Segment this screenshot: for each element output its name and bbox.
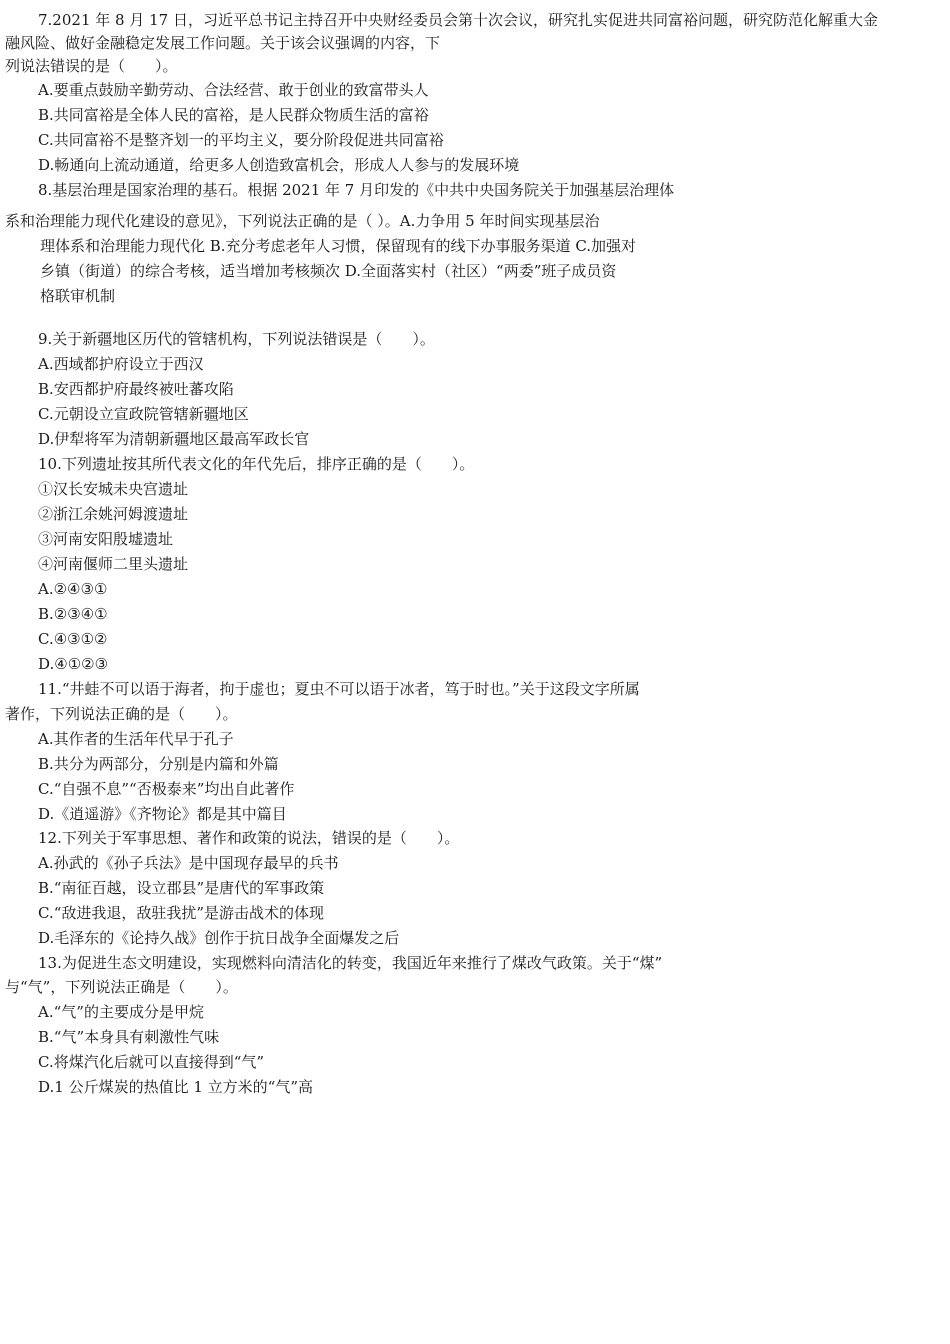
question-8-stem-line-5: 格联审机制 <box>40 287 116 305</box>
question-13-option-c: C.将煤汽化后就可以直接得到“气” <box>38 1053 265 1071</box>
question-9-option-b: B.安西都护府最终被吐蕃攻陷 <box>38 380 234 398</box>
question-9-option-a: A.西域都护府设立于西汉 <box>38 355 204 373</box>
question-10-item-1: ①汉长安城未央宫遗址 <box>38 480 189 498</box>
question-8-stem-line-3: 理体系和治理能力现代化 B.充分考虑老年人习惯，保留现有的线下办事服务渠道 C.加强对 <box>40 237 637 255</box>
question-11-stem-line-1: 11.“井蛙不可以语于海者，拘于虚也；夏虫不可以语于冰者，笃于时也。”关于这段文字所属 <box>38 680 640 698</box>
question-12-option-b: B.“南征百越，设立郡县”是唐代的军事政策 <box>38 879 325 897</box>
question-12-option-d: D.毛泽东的《论持久战》创作于抗日战争全面爆发之后 <box>38 929 400 947</box>
question-13-option-b: B.“气”本身具有刺激性气味 <box>38 1028 220 1046</box>
question-11-option-b: B.共分为两部分，分别是内篇和外篇 <box>38 755 279 773</box>
question-13-option-d: D.1 公斤煤炭的热值比 1 立方米的“气”高 <box>38 1078 313 1096</box>
question-7-option-c: C.共同富裕不是整齐划一的平均主义，要分阶段促进共同富裕 <box>38 131 444 149</box>
question-10-option-b: B.②③④① <box>38 605 108 623</box>
question-9-option-c: C.元朝设立宣政院管辖新疆地区 <box>38 405 249 423</box>
question-13-stem-line-1: 13.为促进生态文明建设，实现燃料向清洁化的转变，我国近年来推行了煤改气政策。关于“煤” <box>38 954 663 972</box>
question-8-stem-line-4: 乡镇（街道）的综合考核，适当增加考核频次 D.全面落实村（社区）“两委”班子成员资 <box>40 262 617 280</box>
question-9-stem: 9.关于新疆地区历代的管辖机构，下列说法错误是（ ）。 <box>38 330 435 348</box>
question-7-stem-line-1: 7.2021 年 8 月 17 日，习近平总书记主持召开中央财经委员会第十次会议，研究扎实促进共同富裕问题，研究防范化解重大金 <box>38 11 878 29</box>
question-9-option-d: D.伊犁将军为清朝新疆地区最高军政长官 <box>38 430 310 448</box>
question-7-option-a: A.要重点鼓励辛勤劳动、合法经营、敢于创业的致富带头人 <box>38 81 429 99</box>
question-11-stem-line-2: 著作，下列说法正确的是（ ）。 <box>5 705 238 723</box>
question-7-stem-line-2: 融风险、做好金融稳定发展工作问题。关于该会议强调的内容，下 <box>5 34 441 52</box>
question-7-stem-line-3: 列说法错误的是（ ）。 <box>5 57 178 75</box>
question-13-option-a: A.“气”的主要成分是甲烷 <box>38 1003 204 1021</box>
question-10-item-2: ②浙江余姚河姆渡遗址 <box>38 505 189 523</box>
question-10-option-c: C.④③①② <box>38 630 108 648</box>
question-12-option-a: A.孙武的《孙子兵法》是中国现存最早的兵书 <box>38 854 339 872</box>
question-10-item-3: ③河南安阳殷墟遗址 <box>38 530 174 548</box>
question-10-option-d: D.④①②③ <box>38 655 109 673</box>
question-12-option-c: C.“敌进我退，敌驻我扰”是游击战术的体现 <box>38 904 325 922</box>
question-10-item-4: ④河南偃师二里头遗址 <box>38 555 189 573</box>
question-11-option-d: D.《逍遥游》《齐物论》都是其中篇目 <box>38 805 287 823</box>
question-7-option-d: D.畅通向上流动通道，给更多人创造致富机会，形成人人参与的发展环境 <box>38 156 520 174</box>
question-10-option-a: A.②④③① <box>38 580 108 598</box>
question-8-stem-line-2: 系和治理能力现代化建设的意见》，下列说法正确的是（ ）。A.力争用 5 年时间实现基层治 <box>5 212 600 230</box>
question-11-option-a: A.其作者的生活年代早于孔子 <box>38 730 234 748</box>
question-10-stem: 10.下列遗址按其所代表文化的年代先后，排序正确的是（ ）。 <box>38 455 475 473</box>
question-8-stem-line-1: 8.基层治理是国家治理的基石。根据 2021 年 7 月印发的《中共中央国务院关于加强基层治理体 <box>38 181 675 199</box>
question-11-option-c: C.“自强不息”“否极泰来”均出自此著作 <box>38 780 295 798</box>
question-12-stem: 12.下列关于军事思想、著作和政策的说法，错误的是（ ）。 <box>38 829 460 847</box>
question-7-option-b: B.共同富裕是全体人民的富裕，是人民群众物质生活的富裕 <box>38 106 429 124</box>
question-13-stem-line-2: 与“气”，下列说法正确是（ ）。 <box>5 978 238 996</box>
